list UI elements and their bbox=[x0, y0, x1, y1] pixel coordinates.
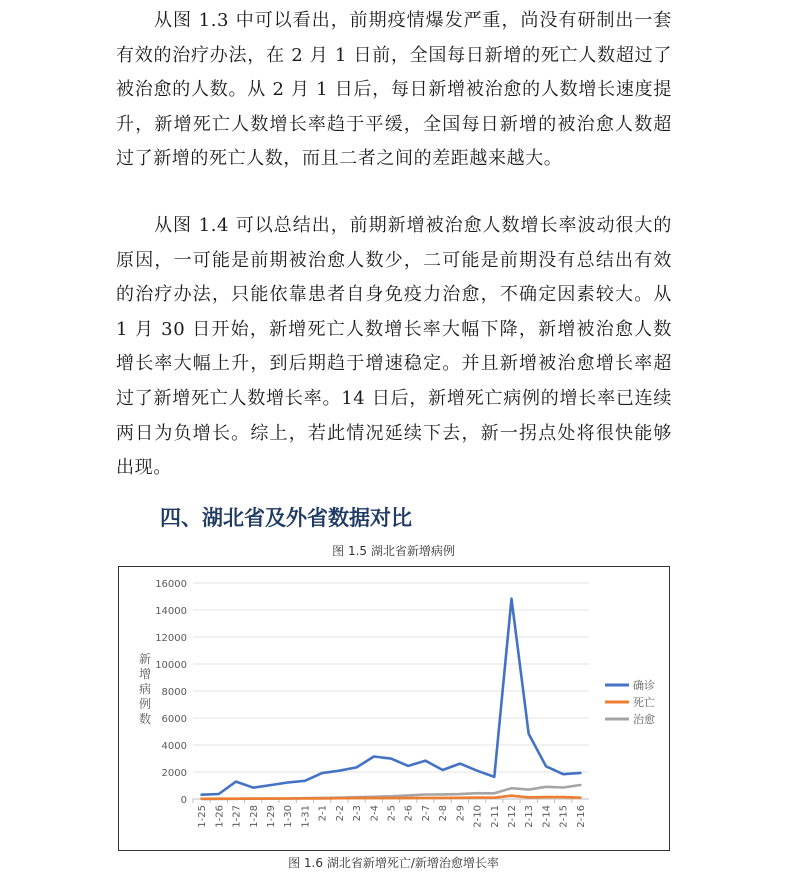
y-tick-label: 6000 bbox=[161, 714, 187, 725]
legend-label: 确诊 bbox=[633, 679, 655, 692]
chart-svg bbox=[119, 567, 669, 850]
series-line-确诊 bbox=[202, 599, 581, 795]
x-tick-label: 2-3 bbox=[352, 805, 364, 822]
x-tick-label: 2-15 bbox=[558, 805, 570, 828]
figure-caption: 图 1.5 湖北省新增病例 bbox=[332, 544, 455, 558]
x-tick-label: 2-11 bbox=[489, 805, 501, 828]
x-tick-label: 1-26 bbox=[214, 805, 226, 828]
x-tick-label: 2-16 bbox=[575, 805, 587, 828]
x-tick-label: 2-9 bbox=[455, 805, 467, 822]
x-tick-label: 2-5 bbox=[386, 805, 398, 822]
y-tick-label: 4000 bbox=[161, 741, 187, 752]
x-tick-label: 2-8 bbox=[438, 805, 450, 822]
y-tick-label: 0 bbox=[180, 795, 187, 806]
y-tick-label: 16000 bbox=[155, 579, 187, 590]
paragraph-2: 从图 1.4 可以总结出，前期新增被治愈人数增长率波动很大的原因，一可能是前期被治愈人数少，二可能是前期没有总结出有效的治疗办法，只能依靠患者自身免疫力治愈，不确定因素较大。从 1 月 30 日开始，新增死亡人数增长率大幅下降，新增被治愈人数增长率大幅上升，到后期趋于增速稳定。并且新增被治愈增长率超过了新增死亡人数增长率。14 日后，新增死亡病例的增长率已连续两日为负增长。综上，若此情况延续下去，新一拐点处将很快能够出现。 bbox=[116, 215, 672, 479]
paragraph-1: 从图 1.3 中可以看出，前期疫情爆发严重，尚没有研制出一套有效的治疗办法，在 2 月 1 日前，全国每日新增的死亡人数超过了被治愈的人数。从 2 月 1 日后，每日新增被治愈的人数增长速度提升，新增死亡人数增长率趋于平缓，全国每日新增的被治愈人数超过了新增的死亡人数，而且二者之间的差距越来越大。 bbox=[116, 10, 672, 170]
x-tick-label: 1-28 bbox=[248, 805, 260, 828]
x-tick-label: 2-1 bbox=[317, 805, 329, 822]
x-tick-label: 2-10 bbox=[472, 805, 484, 828]
x-tick-label: 2-14 bbox=[541, 805, 553, 828]
x-tick-label: 2-7 bbox=[420, 805, 432, 822]
y-tick-label: 10000 bbox=[155, 660, 187, 671]
y-tick-label: 2000 bbox=[161, 768, 187, 779]
next-figure-caption: 图 1.6 湖北省新增死亡/新增治愈增长率 bbox=[288, 856, 499, 870]
x-tick-label: 1-25 bbox=[197, 805, 209, 828]
legend-label: 治愈 bbox=[633, 713, 655, 726]
x-tick-label: 1-30 bbox=[283, 805, 295, 828]
x-tick-label: 2-2 bbox=[334, 805, 346, 822]
x-tick-label: 2-12 bbox=[507, 805, 519, 828]
y-tick-label: 8000 bbox=[161, 687, 187, 698]
section-heading: 四、湖北省及外省数据对比 bbox=[160, 506, 412, 530]
legend-label: 死亡 bbox=[633, 696, 655, 709]
x-tick-label: 1-27 bbox=[231, 805, 243, 828]
x-tick-label: 1-29 bbox=[265, 805, 277, 828]
x-tick-label: 2-6 bbox=[403, 805, 415, 822]
x-tick-label: 2-13 bbox=[524, 805, 536, 828]
x-tick-label: 1-31 bbox=[300, 805, 312, 828]
y-tick-label: 12000 bbox=[155, 633, 187, 644]
x-tick-label: 2-4 bbox=[369, 805, 381, 822]
line-chart bbox=[118, 566, 670, 851]
y-axis-label: 新增病例数 bbox=[138, 652, 152, 726]
y-tick-label: 14000 bbox=[155, 606, 187, 617]
